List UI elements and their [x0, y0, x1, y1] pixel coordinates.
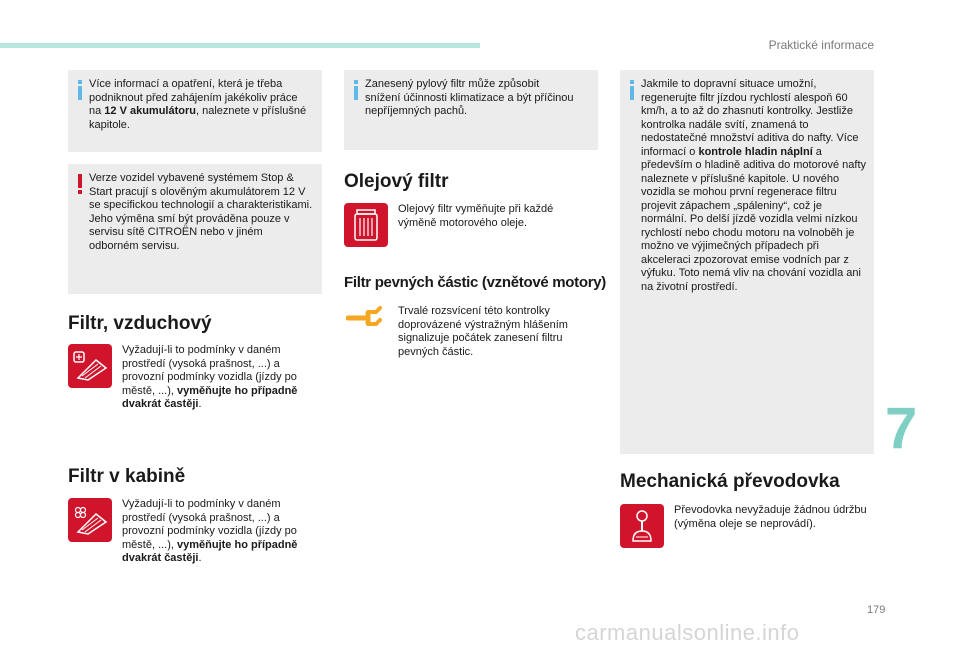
- page-number: 179: [867, 604, 886, 616]
- info-box-text: Jakmile to dopravní situace umožní, regenerujte filtr jízdou rychlostí alespoň 60 km/h, a to až do zhasnutí kontrolky. Jestliže kontrolka nadále svítí, znamená to nedostatečné množství aditiva do nafty. Více informací o kontrole hladin náplní a především o hladině aditiva do motorové nafty naleznete v příslušné kapitole. U nového vozidla se mohou první regenerace filtru projevit zápachem „spáleniny“, což je normální. Po delší jízdě vozidla velmi nízkou rychlostí nebo chodu motoru na volnoběh je možno ve výjimečných případech při akceleraci zpozorovat emise vodních par z výfuku. Toto nemá vliv na chování vozidla ani na životní prostředí.: [641, 78, 867, 293]
- header-accent-bar: [0, 43, 480, 48]
- oil-filter-text: Olejový filtr vyměňujte při každé výměně motorového oleje.: [398, 203, 554, 229]
- watermark: carmanualsonline.info: [575, 620, 800, 645]
- info-icon: [354, 80, 358, 100]
- info-box-pollen: [344, 70, 598, 150]
- cabin-filter-text: Vyžadují-li to podmínky v daném prostředí (vysoká prašnost, ...) a provozní podmínky vozidla (jízdy po městě, ...), vyměňujte ho případně dvakrát častěji.: [122, 498, 298, 564]
- wrench-icon: [346, 306, 382, 326]
- info-icon: [78, 80, 82, 100]
- warning-icon: [78, 174, 82, 194]
- oil-filter-icon: [344, 203, 388, 247]
- air-filter-text: Vyžadují-li to podmínky v daném prostředí (vysoká prašnost, ...) a provozní podmínky vozidla (jízdy po městě, ...), vyměňujte ho případně dvakrát častěji.: [122, 344, 298, 410]
- header-title: Praktické informace: [768, 38, 874, 52]
- warning-box-text: Verze vozidel vybavené systémem Stop & Start pracují s olověným akumulátorem 12 V se specifickou technologií a charakteristikami. Jeho výměna smí být prováděna pouze v servisu sítě CITROËN nebo v jiném odborném servisu.: [89, 172, 313, 252]
- section-title-gearbox: Mechanická převodovka: [620, 471, 840, 492]
- section-title-particle-filter: Filtr pevných částic (vznětové motory): [344, 274, 607, 291]
- cabin-filter-icon: [68, 498, 112, 542]
- chapter-number: 7: [885, 396, 918, 461]
- particle-filter-text: Trvalé rozsvícení této kontrolky doprovázené výstražným hlášením signalizuje počátek zanesení filtru pevných částic.: [398, 305, 568, 358]
- section-title-cabin-filter: Filtr v kabině: [68, 466, 186, 487]
- info-box-regeneration: [620, 70, 874, 454]
- air-filter-icon: [68, 344, 112, 388]
- gearbox-text: Převodovka nevyžaduje žádnou údržbu (výměna oleje se neprovádí).: [674, 504, 867, 530]
- info-box-battery: [68, 70, 322, 152]
- gear-stick-icon: [620, 504, 664, 548]
- info-box-text: Více informací a opatření, která je třeba podniknout před zahájením jakékoliv práce na 12 V akumulátoru, naleznete v příslušné kapitole.: [89, 78, 307, 131]
- section-title-air-filter: Filtr, vzduchový: [68, 313, 212, 334]
- info-box-text: Zanesený pylový filtr může způsobit snížení účinnosti klimatizace a být příčinou nepříjemných pachů.: [365, 78, 574, 117]
- section-title-oil-filter: Olejový filtr: [344, 171, 449, 192]
- warning-box-stop-start: [68, 164, 322, 294]
- info-icon: [630, 80, 634, 100]
